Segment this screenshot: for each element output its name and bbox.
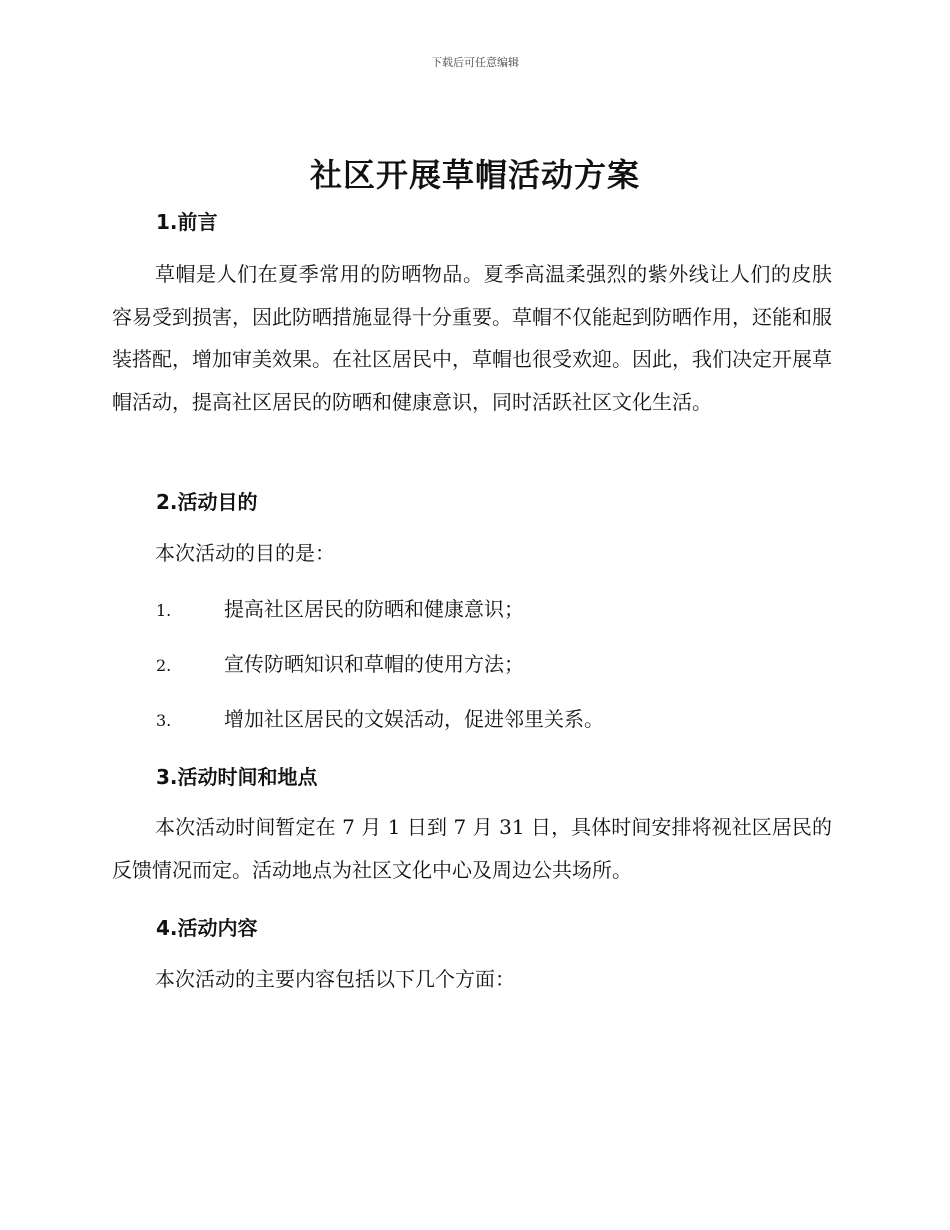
purpose-intro-paragraph: 本次活动的目的是： <box>155 541 335 565</box>
list-item-number: 2. <box>156 656 172 675</box>
time-place-paragraph: 本次活动时间暂定在 7 月 1 日到 7 月 31 日，具体时间安排将视社区居民的反馈情况而定。活动地点为社区文化中心及周边公共场所。 <box>112 815 832 882</box>
section-heading-time-place: 3.活动时间和地点 <box>156 765 318 789</box>
document-title: 社区开展草帽活动方案 <box>309 156 640 194</box>
list-item-number: 1. <box>156 601 172 620</box>
section-heading-purpose: 2.活动目的 <box>156 490 258 514</box>
list-item-text: 宣传防晒知识和草帽的使用方法； <box>224 652 524 676</box>
list-item-number: 3. <box>156 711 172 730</box>
section-heading-preface: 1.前言 <box>156 210 218 234</box>
list-item <box>156 705 604 733</box>
content-intro-paragraph: 本次活动的主要内容包括以下几个方面： <box>155 967 515 991</box>
section-heading-content: 4.活动内容 <box>156 916 258 940</box>
list-item <box>156 650 524 678</box>
header-note: 下载后可任意编辑 <box>431 56 519 69</box>
list-item-text: 增加社区居民的文娱活动，促进邻里关系。 <box>224 707 604 731</box>
list-item-text: 提高社区居民的防晒和健康意识； <box>224 597 524 621</box>
preface-paragraph: 草帽是人们在夏季常用的防晒物品。夏季高温柔强烈的紫外线让人们的皮肤容易受到损害，因此防晒措施显得十分重要。草帽不仅能起到防晒作用，还能和服装搭配，增加审美效果。在社区居民中，草帽也很受欢迎。因此，我们决定开展草帽活动，提高社区居民的防晒和健康意识，同时活跃社区文化生活。 <box>112 262 832 414</box>
list-item <box>156 595 524 623</box>
